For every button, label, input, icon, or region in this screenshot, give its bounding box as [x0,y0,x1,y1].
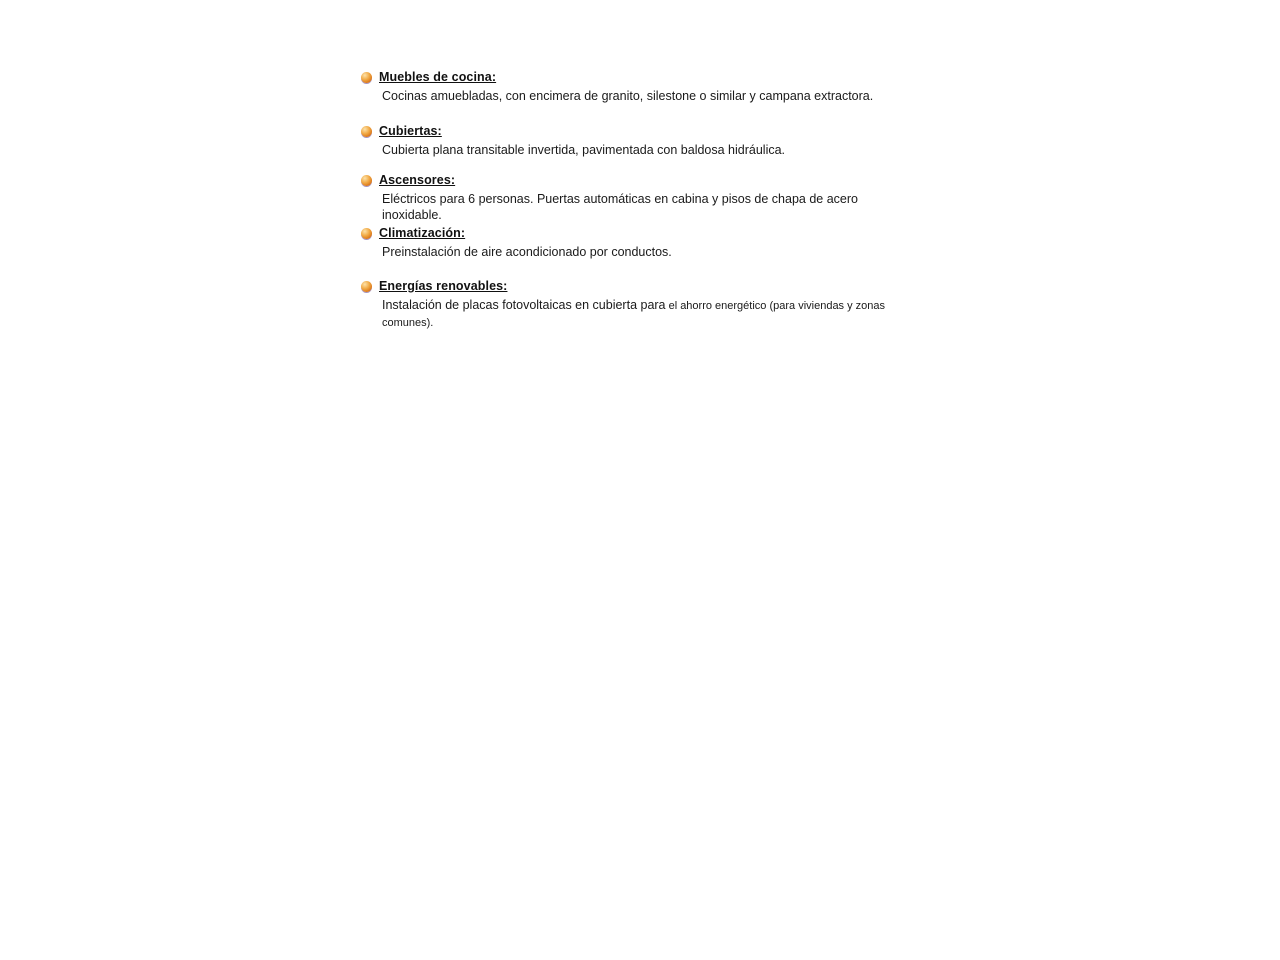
spec-item-title: Ascensores: [379,173,456,187]
spec-item-description: Preinstalación de aire acondicionado por conductos. [382,245,672,259]
spec-item-description: Cocinas amuebladas, con encimera de granito, silestone o similar y campana extractora. [382,89,874,103]
spec-item-cubiertas [361,122,921,158]
spec-item-header [361,122,921,140]
spec-item-title: Climatización: [379,226,466,240]
spec-item-description: Eléctricos para 6 personas. Puertas automáticas en cabina y pisos de chapa de acero inoxidable. [382,192,858,222]
spec-item-header [361,224,921,242]
spec-item-energias-renovables [361,277,921,331]
spec-item-description: Cubierta plana transitable invertida, pavimentada con baldosa hidráulica. [382,143,786,157]
spec-item-description-small: el ahorro energético (para viviendas y zonas comunes). [382,300,886,329]
bullet-icon [361,175,372,186]
bullet-icon [361,228,372,239]
spec-item-description-main: Instalación de placas fotovoltaicas en cubierta para [382,298,666,312]
spec-item-header [361,171,921,189]
spec-item-header [361,68,921,86]
spec-item-ascensores [361,171,921,223]
bullet-icon [361,72,372,83]
bullet-icon [361,281,372,292]
spec-item-description [382,297,921,331]
spec-item-climatizacion [361,224,921,260]
spec-item-title: Muebles de cocina: [379,70,497,84]
bullet-icon [361,126,372,137]
spec-item-header [361,277,921,295]
spec-item-muebles-de-cocina [361,68,921,104]
spec-item-title: Energías renovables: [379,279,508,293]
spec-item-title: Cubiertas: [379,124,442,138]
